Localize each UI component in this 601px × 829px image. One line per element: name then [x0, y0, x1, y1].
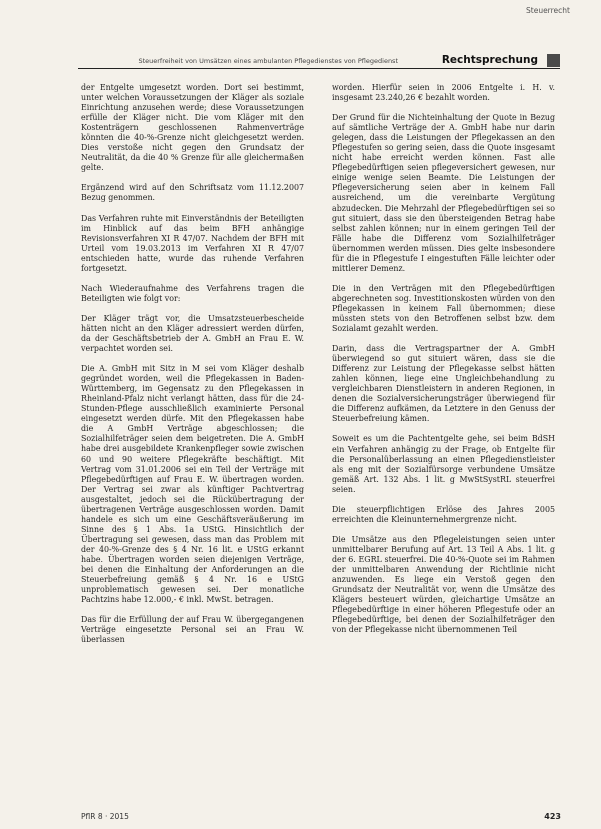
paragraph: worden. Hierfür seien in 2006 Entgelte i. H. v. insgesamt 23.240,26 € bezahlt worden. [332, 83, 555, 103]
right-column [332, 83, 555, 645]
paragraph: Soweit es um die Pachtentgelte gehe, sei beim BdSH ein Verfahren anhängig zu der Frage, ob Entgelte für die Personalüberlassung an einen Pflegedienstleister als eng mit der Sozialfürsorge verbundene Umsätze gemäß Art. 132 Abs. 1 lit. g MwStSystRL steuerfrei seien. [332, 434, 555, 494]
paragraph: Die steuerpflichtigen Erlöse des Jahres 2005 erreichten die Kleinunternehmergrenze nicht. [332, 504, 555, 524]
paragraph: der Entgelte umgesetzt worden. Dort sei bestimmt, unter welchen Voraussetzungen der Kläger als soziale Einrichtung anzusehen werde; diese Voraussetzungen erfülle der Kläger nicht. Die vom Kläger mit den Kostenträgern geschlossenen Rahmenverträge könnten die 40-%-Grenze nicht gleichgesetzt werden. Dies verstoße nicht gegen den Grundsatz der Neutralität, da die 40 % Grenze für alle gleichermaßen gelte. [81, 83, 304, 173]
left-column [81, 83, 304, 655]
paragraph: Die A. GmbH mit Sitz in M sei vom Kläger deshalb gegründet worden, weil die Pflegekassen in Baden-Württemberg, im Gegensatz zu den Pflegekassen in Rheinland-Pfalz nicht verlangt hätten, dass für die 24-Stunden-Pflege ausschließlich examinierte Personal eingesetzt werden dürfe. Mit den Pflegekassen habe die A GmbH Verträge abgeschlossen; die Sozialhilfeträger seien dem beigetreten. Die A. GmbH habe drei ausgebildete Krankenpfleger sowie zwischen 60 und 90 weitere Pflegekräfte beschäftigt. Mit Vertrag vom 31.01.2006 sei ein Teil der Verträge mit Pflegebedürftigen auf Frau E. W. übertragen worden. Der Vertrag sei zwar als künftiger Pachtvertrag ausgestaltet, jedoch sei die Rückübertragung der übertragenen Verträge ausgeschlossen worden. Damit handele es sich um eine Geschäftsveräußerung im Sinne des § 1 Abs. 1a UStG. Hinsichtlich der Übertragung sei gewesen, dass man das Problem mit der 40-%-Grenze des § 4 Nr. 16 lit. e UStG erkannt habe. Übertragen worden seien diejenigen Verträge, bei denen die Einhaltung der Anforderungen an die Steuerbefreiung gemäß § 4 Nr. 16 e UStG unproblematisch gewesen sei. Der monatliche Pachtzins habe 12.000,- € inkl. MwSt. betragen. [81, 364, 304, 605]
paragraph: Der Grund für die Nichteinhaltung der Quote in Bezug auf sämtliche Verträge der A. GmbH habe nur darin gelegen, dass die Leistungen der Pflegekassen an den Pflegestufen so gering seien, dass die Quote insgesamt nicht habe erreicht werden können. Fast alle Pflegebedürftigen seien pflegeversichert gewesen, nur einige wenige seien Beamte. Die Leistungen der Pflegeversicherung seien aber in keinem Fall ausreichend, um die vereinbarte Vergütung abzudecken. Die Mehrzahl der Pflegebedürftigen sei so gut situiert, dass sie den übersteigenden Betrag habe selbst zahlen können; nur in einem geringen Teil der Fälle habe die Differenz vom Sozialhilfeträger übernommen werden müssen. Dies gelte insbesondere für die in Pflegestufe I eingestuften Fälle leichter oder mittlerer Demenz. [332, 113, 555, 273]
journal-footer: PflR 8 · 2015 [81, 812, 129, 821]
header-square-icon [547, 54, 560, 67]
paragraph: Das Verfahren ruhte mit Einverständnis der Beteiligten im Hinblick auf das beim BFH anhängige Revisionsverfahren XI R 47/07. Nachdem der BFH mit Urteil vom 19.03.2013 im Verfahren XI R 47/07 entschieden hatte, wurde das ruhende Verfahren fortgesetzt. [81, 213, 304, 273]
paragraph: Der Kläger trägt vor, die Umsatzsteuerbescheide hätten nicht an den Kläger adressiert werden dürfen, da der Geschäftsbetrieb der A. GmbH an Frau E. W. verpachtet worden sei. [81, 313, 304, 354]
paragraph: Das für die Erfüllung der auf Frau W. übergegangenen Verträge eingesetzte Personal sei an Frau W. überlassen [81, 615, 304, 645]
paragraph: Nach Wiederaufnahme des Verfahrens tragen die Beteiligten wie folgt vor: [81, 283, 304, 303]
paragraph: Ergänzend wird auf den Schriftsatz vom 11.12.2007 Bezug genommen. [81, 183, 304, 203]
running-header [78, 52, 560, 69]
running-header-subtitle: Steuerfreiheit von Umsätzen eines ambulanten Pflegedienstes von Pflegedienst [138, 57, 398, 65]
paragraph: Die in den Verträgen mit den Pflegebedürftigen abgerechneten sog. Investitionskosten würden von den Pflegekassen in keinem Fall übernommen; diese müssten stets von den Betroffenen selbst bzw. dem Sozialamt gezahlt werden. [332, 283, 555, 334]
paragraph: Darin, dass die Vertragspartner der A. GmbH überwiegend so gut situiert wären, dass sie die Differenz zur Leistung der Pflegekasse selbst hätten zahlen können, liege eine Ungleichbehandlung zu vergleichbaren Dienstleistern in anderen Regionen, in denen die Sozialversicherungsträger überwiegend für die Differenz aufkämen, da Letztere in den Genuss der Steuerbefreiung kämen. [332, 344, 555, 424]
running-header-title: Rechtsprechung [441, 54, 538, 66]
paragraph: Die Umsätze aus den Pflegeleistungen seien unter unmittelbarer Berufung auf Art. 13 Teil A Abs. 1 lit. g der 6. EGRL steuerfrei. Die 40-%-Quote sei im Rahmen der unmittelbaren Anwendung der Richtlinie nicht anzuwenden. Es liege ein Verstoß gegen den Grundsatz der Neutralität vor, wenn die Umsätze des Klägers besteuert würden, gleichartige Umsätze an Pflegebedürftige in einer höheren Pflegestufe oder an Pflegebedürftige, bei denen der Sozialhilfeträger den von der Pflegekasse nicht übernommenen Teil [332, 534, 555, 635]
page-number: 423 [544, 812, 561, 821]
section-label: Steuerrecht [526, 6, 570, 15]
